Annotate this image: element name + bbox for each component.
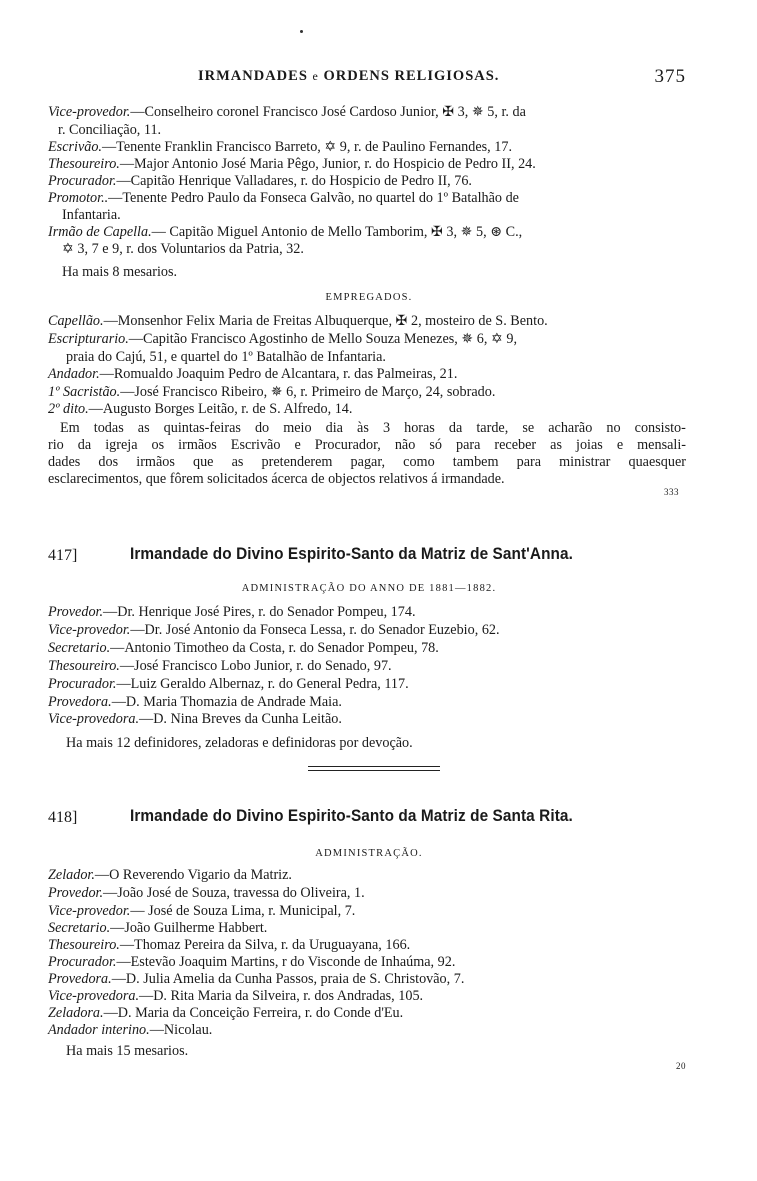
entry-line: Promotor..—Tenente Pedro Paulo da Fonseca Galvão, no quartel do 1º Batalhão de <box>48 190 519 206</box>
administration-heading: ADMINISTRAÇÃO. <box>315 848 423 859</box>
entry-line: Provedor.—João José de Souza, travessa do Oliveira, 1. <box>48 885 365 901</box>
empregados-heading: EMPREGADOS. <box>325 292 413 303</box>
margin-number: 333 <box>664 487 679 497</box>
running-header <box>48 66 690 90</box>
entry-line: Zelador.—O Reverendo Vigario da Matriz. <box>48 867 292 883</box>
entry-line: Escrivão.—Tenente Franklin Francisco Barreto, ✡ 9, r. de Paulino Fernandes, 17. <box>48 139 513 155</box>
entry-line: Andador.—Romualdo Joaquim Pedro de Alcantara, r. das Palmeiras, 21. <box>48 366 458 382</box>
section-title-417 <box>48 545 690 571</box>
section-name: Irmandade do Divino Espirito-Santo da Matriz de Santa Rita. <box>130 807 573 825</box>
margin-number: 20 <box>676 1061 686 1071</box>
entry-line: Procurador.—Estevão Joaquim Martins, r do Visconde de Inhaúma, 92. <box>48 954 456 970</box>
entry-line: Vice-provedor.—Dr. José Antonio da Fonseca Lessa, r. do Senador Euzebio, 62. <box>48 622 500 638</box>
paragraph-line: Em todas as quintas-feiras do meio dia às 3 horas da tarde, se acharão no consisto- <box>60 420 686 436</box>
entry-line: 2º dito.—Augusto Borges Leitão, r. de S. Alfredo, 14. <box>48 401 353 417</box>
entry-line: Vice-provedor.—Conselheiro coronel Francisco José Cardoso Junior, ✠ 3, ✵ 5, r. da <box>48 104 526 120</box>
running-title <box>198 68 499 85</box>
entry-line: Ha mais 8 mesarios. <box>62 264 178 280</box>
entry-line: Vice-provedora.—D. Nina Breves da Cunha Leitão. <box>48 711 342 727</box>
entry-line: ✡ 3, 7 e 9, r. dos Voluntarios da Patria, 32. <box>62 241 304 257</box>
entry-line: Escripturario.—Capitão Francisco Agostinho de Mello Souza Menezes, ✵ 6, ✡ 9, <box>48 331 518 347</box>
administration-heading: ADMINISTRAÇÃO DO ANNO DE 1881—1882. <box>241 583 497 594</box>
entry-line: Provedora.—D. Julia Amelia da Cunha Passos, praia de S. Christovão, 7. <box>48 971 465 987</box>
entry-line: Secretario.—Antonio Timotheo da Costa, r. do Senador Pompeu, 78. <box>48 640 439 656</box>
entry-line: Thesoureiro.—Thomaz Pereira da Silva, r. da Uruguayana, 166. <box>48 937 411 953</box>
paragraph-line: esclarecimentos, que fôrem solicitados ácerca de objectos relativos á irmandade. <box>48 471 505 487</box>
entry-line: praia do Cajú, 51, e quartel do 1º Batalhão de Infantaria. <box>66 349 386 365</box>
entry-line: Infantaria. <box>62 207 121 223</box>
entry-line: Thesoureiro.—Major Antonio José Maria Pêgo, Junior, r. do Hospicio de Pedro II, 24. <box>48 156 536 172</box>
section-title-418 <box>48 807 690 833</box>
print-dot <box>300 30 303 33</box>
page-number: 375 <box>654 66 686 87</box>
section-name: Irmandade do Divino Espirito-Santo da Matriz de Sant'Anna. <box>130 545 574 563</box>
entry-line: Provedora.—D. Maria Thomazia de Andrade Maia. <box>48 694 342 710</box>
entry-line: Ha mais 15 mesarios. <box>66 1043 189 1059</box>
section-number: 418] <box>48 809 78 826</box>
paragraph-line: dades dos irmãos que as pretenderem pagar, como tambem para ministrar quaesquer <box>48 454 686 470</box>
section-divider <box>308 766 440 767</box>
entry-line: Andador interino.—Nicolau. <box>48 1022 213 1038</box>
title-right: ORDENS RELIGIOSAS. <box>323 68 500 84</box>
entry-line: r. Conciliação, 11. <box>58 122 162 138</box>
section-number: 417] <box>48 547 78 564</box>
title-connector: e <box>312 69 319 83</box>
entry-line: Vice-provedor.— José de Souza Lima, r. Municipal, 7. <box>48 903 356 919</box>
entry-line: Procurador.—Luiz Geraldo Albernaz, r. do General Pedra, 117. <box>48 676 409 692</box>
entry-line: Vice-provedora.—D. Rita Maria da Silveira, r. dos Andradas, 105. <box>48 988 424 1004</box>
entry-line: Zeladora.—D. Maria da Conceição Ferreira, r. do Conde d'Eu. <box>48 1005 404 1021</box>
title-left: IRMANDADES <box>198 68 308 84</box>
entry-line: Procurador.—Capitão Henrique Valladares, r. do Hospicio de Pedro II, 76. <box>48 173 472 189</box>
entry-line: 1º Sacristão.—José Francisco Ribeiro, ✵ 6, r. Primeiro de Março, 24, sobrado. <box>48 384 496 400</box>
entry-line: Irmão de Capella.— Capitão Miguel Antonio de Mello Tamborim, ✠ 3, ✵ 5, ⊛ C., <box>48 224 523 240</box>
paragraph-line: rio da igreja os irmãos Escrivão e Procurador, não só para receber as joias e mensali- <box>48 437 686 453</box>
entry-line: Provedor.—Dr. Henrique José Pires, r. do Senador Pompeu, 174. <box>48 604 416 620</box>
entry-line: Secretario.—João Guilherme Habbert. <box>48 920 268 936</box>
notice-paragraph <box>48 420 686 488</box>
section-divider <box>308 770 440 771</box>
entry-line: Capellão.—Monsenhor Felix Maria de Freitas Albuquerque, ✠ 2, mosteiro de S. Bento. <box>48 313 548 329</box>
entry-line: Ha mais 12 definidores, zeladoras e definidoras por devoção. <box>66 735 413 751</box>
entry-line: Thesoureiro.—José Francisco Lobo Junior, r. do Senado, 97. <box>48 658 392 674</box>
